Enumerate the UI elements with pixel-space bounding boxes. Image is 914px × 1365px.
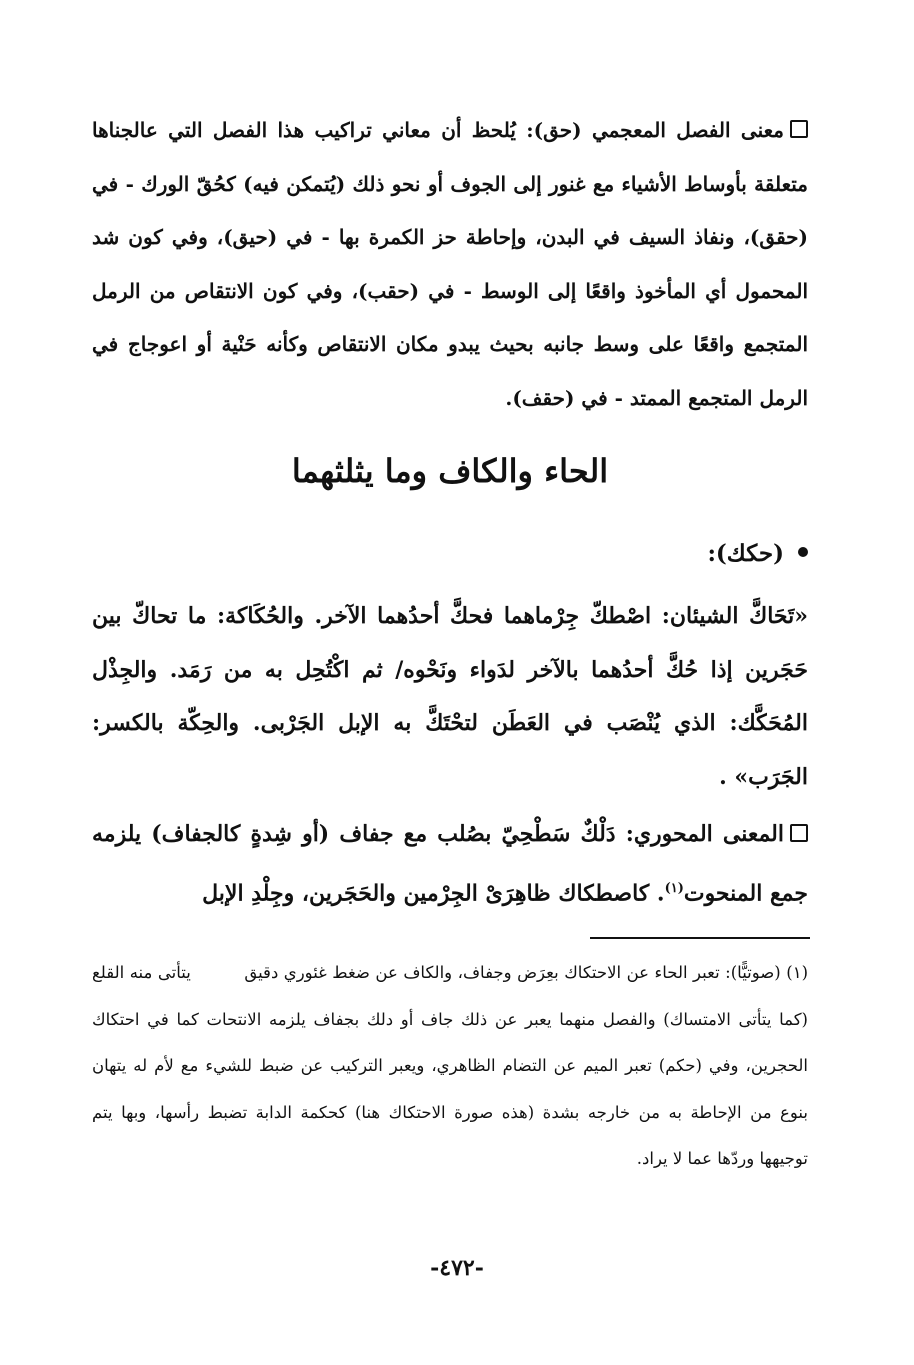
footnote-line-2: يتأتى منه القلع (كما يتأتى الامتساك) والفصل منهما يعبر عن ذلك جاف أو دلك	[92, 963, 808, 1029]
axis-line-2-start: يلزمه جمع المنحوت	[92, 821, 808, 906]
bullet-icon	[798, 547, 808, 557]
top-line-4: كون شد المحمول أي المأخوذ واقعًا إلى الوسط - في (حقب)، وفي كون الانتقاص من	[92, 225, 809, 303]
footnote-number: (١)	[786, 963, 808, 982]
quote-paragraph	[92, 590, 808, 804]
footnote	[92, 950, 808, 1183]
square-marker-icon	[790, 120, 808, 138]
footnote-line-5: خارجه بشدة (هذه صورة الاحتكاك هنا) كحكمة الدابة تضبط رأسها، وبها يتم	[92, 1102, 631, 1122]
axis-line-1: المعنى المحوري: دَلْكٌ سَطْحِيّ بصُلب مع جفاف (أو شِدةٍ كالجفاف)	[151, 821, 784, 847]
axis-meaning-paragraph	[92, 808, 808, 920]
entry-title: (حكك):	[707, 540, 784, 567]
quote-line-2: بين حَجَرين إذا حُكَّ أحدُهما بالآخر لدَواء ونَحْوه/ ثم اكْتُحِل به من رَمَد.	[92, 603, 808, 683]
top-section-paragraph	[92, 104, 808, 425]
footnote-line-6: توجيهها وردّها عما لا يراد.	[636, 1149, 808, 1168]
page-number: -٤٧٢-	[430, 1255, 484, 1281]
top-line-5: الرمل المتجمع واقعًا على وسط جانبه بحيث يبدو مكان الانتقاص وكأنه حَنْية أو	[92, 278, 808, 356]
top-line-3: الورك - في (حقق)، ونفاذ السيف في البدن، وإحاطة حز الكمرة بها - في (حيق)، وفي	[92, 171, 809, 249]
entry-title-line	[92, 534, 808, 574]
footnote-line-1: (صوتيًّا): تعبر الحاء عن الاحتكاك بعِرَض وجفاف، والكاف عن ضغط غئوري دقيق	[244, 963, 781, 982]
footnote-line-3: بجفاف يلزمه الانتحات كما في احتكاك الحجرين، وفي (حكم) تعبر الميم عن التضام	[92, 1009, 808, 1075]
top-line-2: عالجناها متعلقة بأوساط الأشياء مع غنور إلى الجوف أو نحو ذلك (يُتمكن فيه) كحُقّ	[92, 118, 808, 196]
footnote-divider	[590, 937, 810, 939]
top-line-6: اعوجاج في الرمل المتجمع الممتد - في (حقف).	[92, 332, 808, 410]
section-heading: الحاء والكاف وما يثلثهما	[291, 452, 609, 490]
square-marker-icon	[790, 824, 808, 842]
axis-line-2-end: . كاصطكاك ظاهِرَىْ الجِرْمين والحَجَرين، وجِلْدِ الإبل	[202, 879, 665, 906]
quote-line-1: «تَحَاكَّ الشيئان: اصْطكّ جِرْماهما فحكَّ أحدُهما الآخر. والحُكَاكة: ما تحاكّ	[132, 603, 808, 629]
top-line-1: معنى الفصل المعجمي (حق): يُلحظ أن معاني تراكيب هذا الفصل التي	[168, 118, 784, 142]
footnote-line-4: الظاهري، ويعبر التركيب عن ضبط للشيء مع لأم له يتهان بنوع من الإحاطة به من	[92, 1056, 808, 1122]
quote-line-3: والجِذْل المُحَكَّك: الذي يُنْصَب في العَطَن لتحْتَكَّ به الإبل الجَرْبى. والحِكّة	[92, 656, 808, 736]
quote-line-4: بالكسر: الجَرَب» .	[92, 710, 808, 790]
footnote-reference[interactable]: (١)	[664, 880, 684, 896]
